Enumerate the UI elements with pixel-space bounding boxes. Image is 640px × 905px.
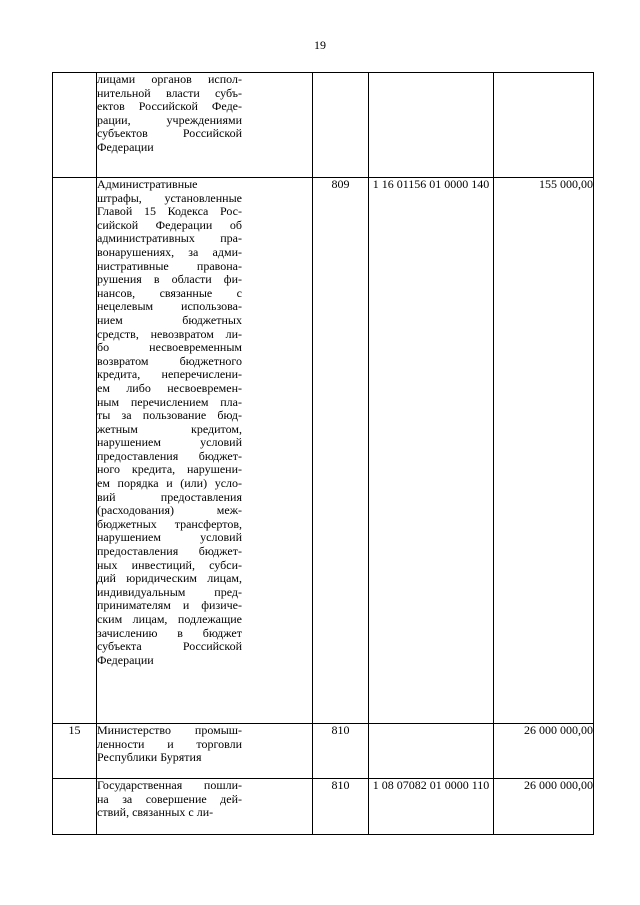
text-line: предоставления бюджет-: [97, 544, 242, 559]
budget-code-cell: [369, 73, 494, 178]
budget-code-cell: [369, 724, 494, 779]
admin-code-cell: 810: [313, 779, 369, 835]
amount-cell: 26 000 000,00: [494, 779, 594, 835]
text-line: нием бюджетных: [97, 312, 242, 327]
text-line: ектов Российской Феде-: [97, 99, 242, 114]
table-row: [53, 73, 594, 178]
text-line: ты за пользование бюд-: [97, 408, 242, 423]
row-number-cell: 15: [53, 724, 97, 779]
text-line: лицами органов испол-: [97, 72, 242, 86]
row-name-cell: [97, 73, 313, 178]
admin-code-cell: [313, 73, 369, 178]
row-name-cell: [97, 178, 313, 724]
text-line: ных инвестиций, субси-: [97, 557, 242, 572]
text-line: предоставления бюджет-: [97, 448, 242, 463]
text-line: Административные: [97, 177, 198, 191]
text-line: субъектов Российской: [97, 126, 242, 141]
text-line: индивидуальным пред-: [97, 584, 242, 599]
text-line: штрафы, установленные: [97, 190, 242, 205]
text-line: Республики Бурятия: [97, 750, 202, 765]
amount-cell: 155 000,00: [494, 178, 594, 724]
text-line: ем порядка и (или) усло-: [97, 476, 242, 491]
row-name-text: [97, 724, 242, 765]
table-row: [53, 724, 594, 779]
text-line: Министерство промыш-: [97, 723, 242, 737]
text-line: Федерации: [97, 652, 154, 667]
text-line: ленности и торговли: [97, 736, 242, 751]
text-line: на за совершение дей-: [97, 791, 242, 806]
amount-cell: [494, 73, 594, 178]
text-line: нительной власти субъ-: [97, 85, 242, 100]
text-line: нарушением условий: [97, 435, 242, 450]
text-line: бюджетных трансфертов,: [97, 516, 242, 531]
row-name-text: [97, 73, 242, 155]
text-line: ем либо несвоевремен-: [97, 380, 242, 395]
row-name-cell: [97, 724, 313, 779]
text-line: ного кредита, нарушени-: [97, 462, 242, 477]
amount-cell: 26 000 000,00: [494, 724, 594, 779]
text-line: субъекта Российской: [97, 639, 242, 654]
table-row: [53, 178, 594, 724]
text-line: ным перечислением пла-: [97, 394, 242, 409]
text-line: возвратом бюджетного: [97, 353, 242, 368]
row-number-cell: [53, 779, 97, 835]
text-line: ствий, связанных с ли-: [97, 805, 214, 820]
budget-code-cell: 1 16 01156 01 0000 140: [369, 178, 494, 724]
row-number-cell: [53, 178, 97, 724]
text-line: Государственная пошли-: [97, 778, 242, 792]
text-line: рушения в области фи-: [97, 272, 242, 287]
text-line: нарушением условий: [97, 530, 242, 545]
text-line: ским лицам, подлежащие: [97, 612, 242, 626]
budget-revenue-table: [52, 72, 594, 835]
admin-code-cell: 809: [313, 178, 369, 724]
text-line: вий предоставления: [97, 489, 242, 504]
text-line: нистративные правона-: [97, 258, 242, 273]
text-line: (расходования) меж-: [97, 503, 242, 518]
admin-code-cell: 810: [313, 724, 369, 779]
text-line: нецелевым использова-: [97, 299, 242, 314]
text-line: Федерации: [97, 139, 154, 154]
text-line: рации, учреждениями: [97, 112, 242, 127]
row-number-cell: [53, 73, 97, 178]
text-line: дий юридическим лицам,: [97, 571, 242, 586]
text-line: Главой 15 Кодекса Рос-: [97, 204, 242, 219]
row-name-cell: [97, 779, 313, 835]
text-line: административных пра-: [97, 231, 242, 246]
text-line: кредита, неперечислени-: [97, 367, 242, 382]
page-number: 19: [314, 38, 326, 52]
text-line: принимателям и физиче-: [97, 598, 242, 613]
text-line: сийской Федерации об: [97, 217, 242, 232]
table-row: [53, 779, 594, 835]
budget-code-cell: 1 08 07082 01 0000 110: [369, 779, 494, 835]
row-name-text: [97, 779, 242, 820]
row-name-text: [97, 178, 242, 667]
text-line: жетным кредитом,: [97, 421, 242, 436]
text-line: средств, невозвратом ли-: [97, 326, 242, 341]
text-line: зачислению в бюджет: [97, 625, 242, 640]
text-line: нансов, связанные с: [97, 285, 242, 300]
text-line: бо несвоевременным: [97, 340, 242, 355]
text-line: вонарушениях, за адми-: [97, 244, 242, 259]
